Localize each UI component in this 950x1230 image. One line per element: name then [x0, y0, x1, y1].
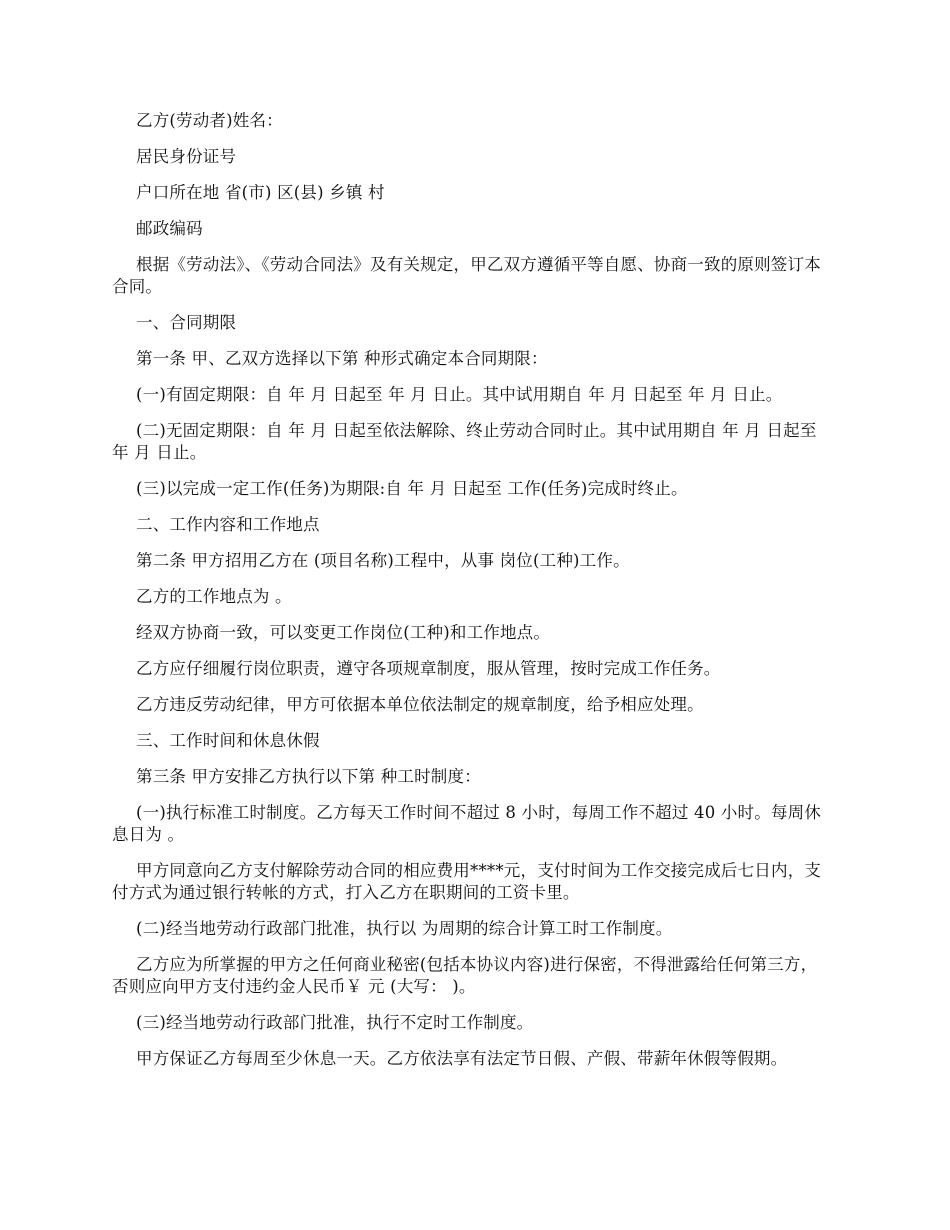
clause-fixed-term: (一)有固定期限：自 年 月 日起至 年 月 日止。其中试用期自 年 月 日起至 年 月 日止。 — [136, 385, 783, 404]
section-heading-working-hours: 三、工作时间和休息休假 — [136, 731, 320, 750]
field-postal-code: 邮政编码 — [136, 219, 203, 238]
work-location: 乙方的工作地点为 。 — [136, 587, 292, 606]
clause-duties: 乙方应仔细履行岗位职责，遵守各项规章制度，服从管理，按时完成工作任务。 — [136, 659, 721, 678]
clause-rest-days: 甲方保证乙方每周至少休息一天。乙方依法享有法定节日假、产假、带薪年休假等假期。 — [136, 1049, 788, 1068]
clause-confidentiality: 乙方应为所掌握的甲方之任何商业秘密(包括本协议内容)进行保密，不得泄露给任何第三方，否则应向甲方支付违约金人民币￥ 元 (大写： )。 — [112, 955, 818, 996]
section-heading-work-content: 二、工作内容和工作地点 — [136, 515, 320, 534]
field-worker-name: 乙方(劳动者)姓名： — [136, 111, 283, 130]
clause-standard-hours: (一)执行标准工时制度。乙方每天工作时间不超过 8 小时，每周工作不超过 40 小时。每周休息日为 。 — [112, 803, 822, 844]
field-id-number: 居民身份证号 — [136, 147, 237, 166]
clause-position-change: 经双方协商一致，可以变更工作岗位(工种)和工作地点。 — [136, 623, 551, 642]
clause-comprehensive-hours: (二)经当地劳动行政部门批准，执行以 为周期的综合计算工时工作制度。 — [136, 919, 673, 938]
preamble: 根据《劳动法》、《劳动合同法》及有关规定，甲乙双方遵循平等自愿、协商一致的原则签订本合同。 — [112, 255, 821, 296]
document-page — [112, 110, 830, 1084]
clause-termination-payment: 甲方同意向乙方支付解除劳动合同的相应费用****元，支付时间为工作交接完成后七日内，支付方式为通过银行转帐的方式，打入乙方在职期间的工资卡里。 — [112, 861, 822, 902]
clause-flexible-hours: (三)经当地劳动行政部门批准，执行不定时工作制度。 — [136, 1013, 534, 1032]
field-household-address: 户口所在地 省(市) 区(县) 乡镇 村 — [136, 183, 385, 202]
article-1: 第一条 甲、乙双方选择以下第 种形式确定本合同期限： — [136, 349, 548, 368]
clause-discipline: 乙方违反劳动纪律，甲方可依据本单位依法制定的规章制度，给予相应处理。 — [136, 695, 704, 714]
clause-task-term: (三)以完成一定工作(任务)为期限:自 年 月 日起至 工作(任务)完成时终止。 — [136, 479, 688, 498]
article-3: 第三条 甲方安排乙方执行以下第 种工时制度： — [136, 767, 481, 786]
section-heading-contract-term: 一、合同期限 — [136, 313, 237, 332]
clause-open-term: (二)无固定期限：自 年 月 日起至依法解除、终止劳动合同时止。其中试用期自 年 月 日起至 年 月 日止。 — [112, 421, 817, 462]
article-2: 第二条 甲方招用乙方在 (项目名称)工程中，从事 岗位(工种)工作。 — [136, 551, 630, 570]
